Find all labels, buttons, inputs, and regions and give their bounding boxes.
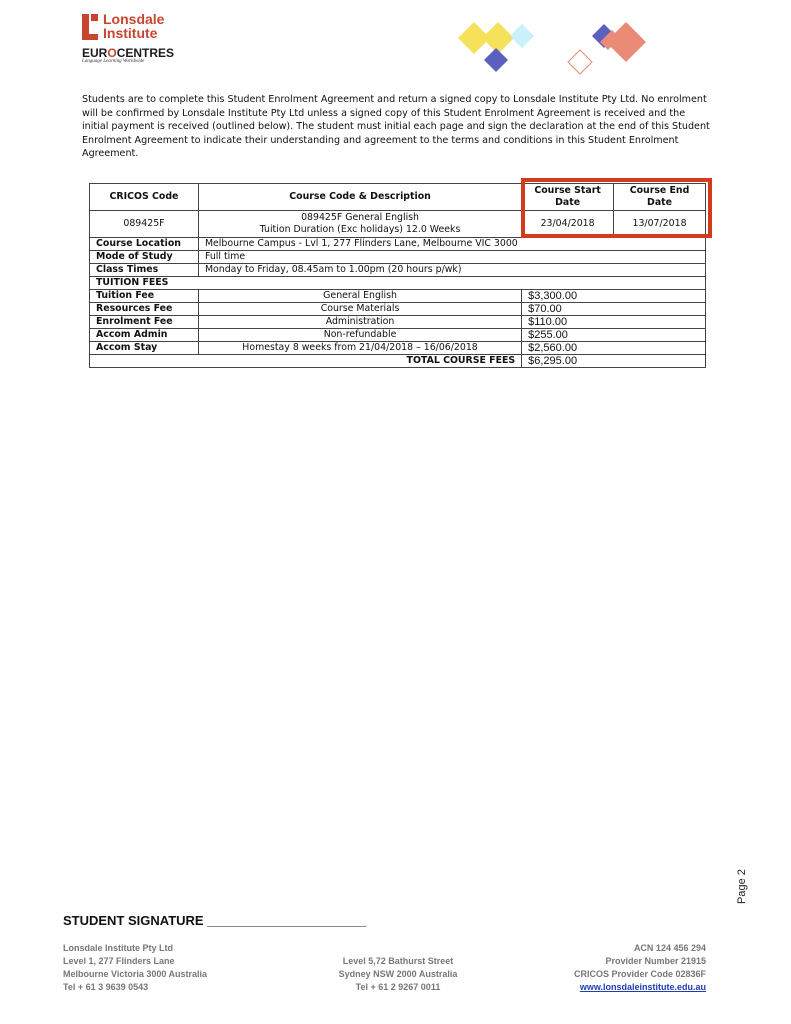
tuition-fees-heading: TUITION FEES xyxy=(90,277,706,290)
total-amount: $6,295.00 xyxy=(522,355,706,368)
footer-address-line: Level 1, 277 Flinders Lane xyxy=(63,956,175,966)
info-value: Full time xyxy=(198,251,705,264)
footer-website-link[interactable]: www.lonsdaleinstitute.edu.au xyxy=(579,982,706,992)
info-label: Class Times xyxy=(90,264,199,277)
footer-address-line: Melbourne Victoria 3000 Australia xyxy=(63,969,208,979)
header-course-end-date: Course End Date xyxy=(614,184,706,211)
fee-description: Homestay 8 weeks from 21/04/2018 – 16/06/2018 xyxy=(198,342,521,355)
footer-middle xyxy=(333,955,463,994)
page-number: Page 2 xyxy=(736,869,748,904)
info-value: Monday to Friday, 08.45am to 1.00pm (20 hours p/wk) xyxy=(198,264,705,277)
fee-description: Course Materials xyxy=(198,303,521,316)
fee-amount: $3,300.00 xyxy=(522,290,706,303)
fee-row xyxy=(90,290,706,303)
header-cricos-code: CRICOS Code xyxy=(90,184,199,211)
fee-amount: $2,560.00 xyxy=(522,342,706,355)
footer-right xyxy=(520,942,706,994)
logo-tagline: Language Learning Worldwide xyxy=(82,59,145,64)
info-value: Melbourne Campus - Lvl 1, 277 Flinders Lane, Melbourne VIC 3000 xyxy=(198,238,705,251)
info-label: Course Location xyxy=(90,238,199,251)
eurocentres-logo: EUROCENTRES xyxy=(82,46,175,60)
info-row-class-times xyxy=(90,264,706,277)
fee-amount: $255.00 xyxy=(522,329,706,342)
fee-label: Tuition Fee xyxy=(90,290,199,303)
course-duration: Tuition Duration (Exc holidays) 12.0 Weeks xyxy=(259,224,461,235)
footer-company: Lonsdale Institute Pty Ltd xyxy=(63,943,174,953)
fee-label: Resources Fee xyxy=(90,303,199,316)
decorative-diamonds-icon xyxy=(450,16,670,78)
date-highlight-box xyxy=(521,178,712,238)
fee-description: Non-refundable xyxy=(198,329,521,342)
info-row-location xyxy=(90,238,706,251)
fee-row xyxy=(90,329,706,342)
header-course-start-date: Course Start Date xyxy=(522,184,614,211)
footer-cricos-code: CRICOS Provider Code 02836F xyxy=(573,969,706,979)
footer-phone: Tel + 61 2 9267 0011 xyxy=(355,982,441,992)
intro-paragraph: Students are to complete this Student Enrolment Agreement and return a signed copy to Lonsdale Institute Pty Ltd. No enrolment will be confirmed by Lonsdale Institute Pty Ltd unless a signed copy of this Student Enrolment Agreement is received and the initial payment is received (outlined below). The student must initial each page and sign the declaration at the end of this Student Enrolment Agreement to indicate their understanding and agreement to the terms and conditions in this Student Enrolment Agreement. xyxy=(82,94,710,160)
course-description xyxy=(198,211,521,238)
total-label: TOTAL COURSE FEES xyxy=(90,355,522,368)
fee-row xyxy=(90,316,706,329)
course-title: 089425F General English xyxy=(301,212,420,223)
student-signature-line[interactable]: STUDENT SIGNATURE ______________________ xyxy=(63,913,367,928)
fee-amount: $70.00 xyxy=(522,303,706,316)
fee-row xyxy=(90,342,706,355)
tuition-fees-header-row xyxy=(90,277,706,290)
fee-row xyxy=(90,303,706,316)
header-course-description: Course Code & Description xyxy=(198,184,521,211)
logo-institute-text: Institute xyxy=(103,25,158,41)
footer-address-line: Level 5,72 Bathurst Street xyxy=(342,956,454,966)
footer-provider-number: Provider Number 21915 xyxy=(605,956,706,966)
lonsdale-logo-mark-icon xyxy=(82,14,100,40)
info-row-mode xyxy=(90,251,706,264)
fee-description: Administration xyxy=(198,316,521,329)
logo-lonsdale-text: Lonsdale xyxy=(103,11,165,27)
footer-acn: ACN 124 456 294 xyxy=(633,943,706,953)
info-label: Mode of Study xyxy=(90,251,199,264)
course-end-date: 13/07/2018 xyxy=(614,211,706,238)
footer-phone: Tel + 61 3 9639 0543 xyxy=(63,982,149,992)
footer-address-line: Sydney NSW 2000 Australia xyxy=(338,969,458,979)
fee-amount: $110.00 xyxy=(522,316,706,329)
total-row xyxy=(90,355,706,368)
fee-label: Accom Admin xyxy=(90,329,199,342)
fee-description: General English xyxy=(198,290,521,303)
course-start-date: 23/04/2018 xyxy=(522,211,614,238)
course-cricos-code: 089425F xyxy=(90,211,199,238)
footer-left xyxy=(63,942,207,994)
fee-label: Enrolment Fee xyxy=(90,316,199,329)
fee-label: Accom Stay xyxy=(90,342,199,355)
